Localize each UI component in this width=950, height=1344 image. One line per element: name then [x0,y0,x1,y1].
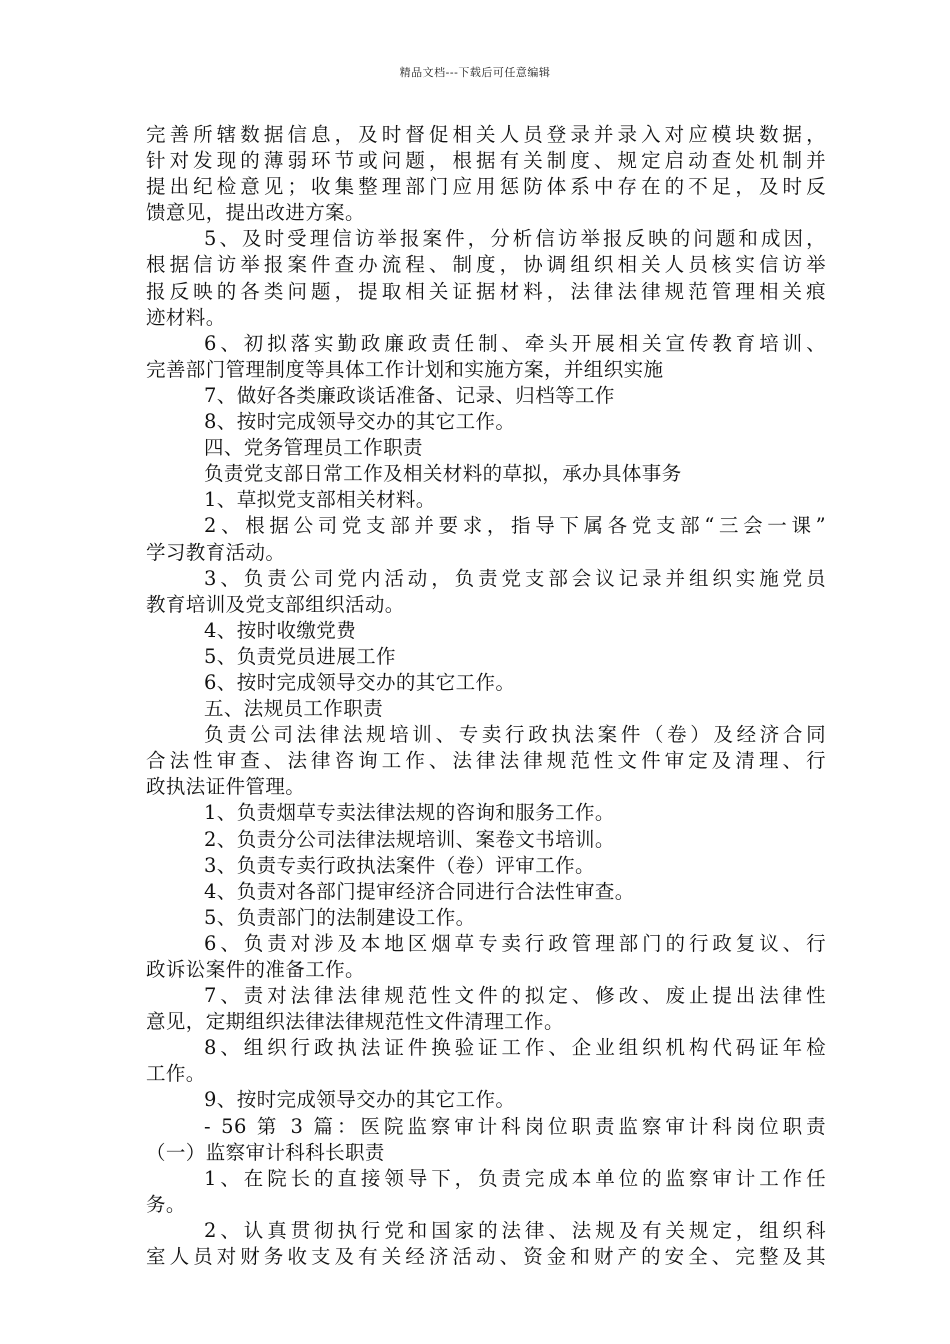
text-line: 政执法证件管理。 [146,775,306,799]
text-line: 意见，定期组织法律法律规范性文件清理工作。 [146,1010,564,1034]
text-line: 1、在院长的直接领导下，负责完成本单位的监察审计工作任 [204,1166,826,1190]
text-line: 务。 [146,1192,186,1216]
text-line: 3、负责公司党内活动，负责党支部会议记录并组织实施党员 [204,566,826,590]
text-line: 6、初拟落实勤政廉政责任制、牵头开展相关宣传教育培训、 [204,331,826,355]
text-line: 5、负责部门的法制建设工作。 [204,905,476,929]
section-heading: 四、党务管理员工作职责 [204,436,423,460]
text-line: 1、草拟党支部相关材料。 [204,488,436,512]
text-line: 完善部门管理制度等具体工作计划和实施方案，并组织实施 [146,357,664,381]
text-line: 负责公司法律法规培训、专卖行政执法案件（卷）及经济合同 [204,723,826,747]
text-line: 5、及时受理信访举报案件，分析信访举报反映的问题和成因， [204,227,826,251]
section-heading: 五、法规员工作职责 [204,697,384,721]
text-line: 7、责对法律法律规范性文件的拟定、修改、废止提出法律性 [204,984,826,1008]
text-line: 迹材料。 [146,305,226,329]
text-line: 合法性审查、法律咨询工作、法律法律规范性文件审定及清理、行 [146,749,826,773]
text-line: 2、负责分公司法律法规培训、案卷文书培训。 [204,827,615,851]
text-line: 馈意见，提出改进方案。 [146,201,365,225]
text-line: 室人员对财务收支及有关经济活动、资金和财产的安全、完整及其 [146,1245,826,1269]
text-line: 工作。 [146,1062,206,1086]
subsection-heading: （一）监察审计科科长职责 [146,1140,385,1164]
text-line: 完善所辖数据信息，及时督促相关人员登录并录入对应模块数据， [146,123,826,146]
text-line: 4、按时收缴党费 [204,618,357,642]
text-line: 提出纪检意见；收集整理部门应用惩防体系中存在的不足，及时反 [146,175,826,199]
text-line: 6、负责对涉及本地区烟草专卖行政管理部门的行政复议、行 [204,931,826,955]
page-header: 精品文档---下载后可任意编辑 [399,66,551,79]
chapter-heading: - 56 第 3 篇：医院监察审计科岗位职责监察审计科岗位职责 [204,1114,826,1138]
text-line: 学习教育活动。 [146,540,286,564]
text-line: 政诉讼案件的准备工作。 [146,958,365,981]
text-line: 3、负责专卖行政执法案件（卷）评审工作。 [204,853,595,877]
text-line: 8、组织行政执法证件换验证工作、企业组织机构代码证年检 [204,1036,826,1060]
text-line: 6、按时完成领导交办的其它工作。 [204,670,516,694]
document-body [146,122,826,1270]
text-line: 1、负责烟草专卖法律法规的咨询和服务工作。 [204,801,615,825]
text-line: 报反映的各类问题，提取相关证据材料，法律法律规范管理相关痕 [146,279,826,303]
text-line: 2、根据公司党支部并要求，指导下属各党支部“三会一课” [204,514,826,538]
text-line: 4、负责对各部门提审经济合同进行合法性审查。 [204,879,635,903]
text-line: 2、认真贯彻执行党和国家的法律、法规及有关规定，组织科 [204,1218,826,1242]
text-line: 8、按时完成领导交办的其它工作。 [204,410,516,434]
text-line: 5、负责党员进展工作 [204,644,396,668]
text-line: 教育培训及党支部组织活动。 [146,592,405,616]
text-line: 9、按时完成领导交办的其它工作。 [204,1088,516,1112]
text-line: 根据信访举报案件查办流程、制度，协调组织相关人员核实信访举 [146,253,826,277]
text-line: 7、做好各类廉政谈话准备、记录、归档等工作 [204,383,615,407]
text-line: 负责党支部日常工作及相关材料的草拟，承办具体事务 [204,462,682,486]
text-line: 针对发现的薄弱环节或问题，根据有关制度、规定启动查处机制并 [146,149,826,173]
